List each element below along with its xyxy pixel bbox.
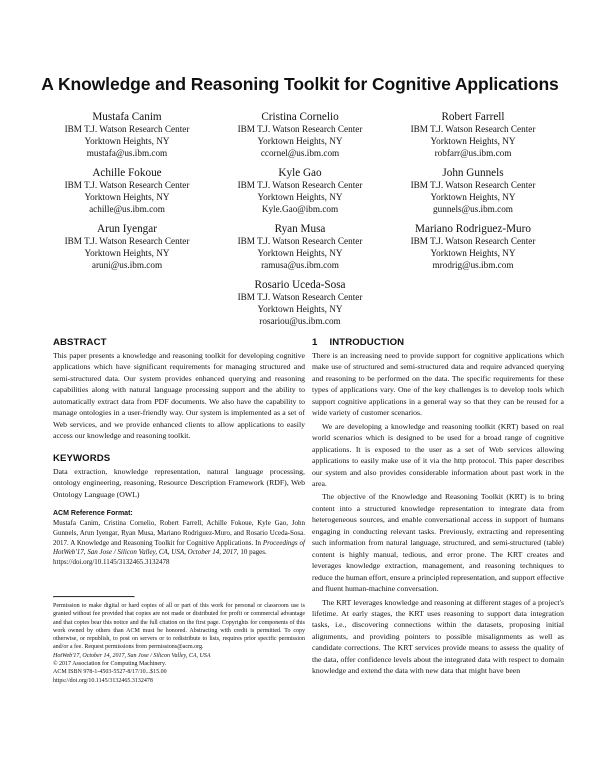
author-name: John Gunnels xyxy=(442,167,504,179)
footnote-block xyxy=(53,596,305,685)
author-email: ramusa@us.ibm.com xyxy=(261,259,339,270)
author-name: Achille Fokoue xyxy=(92,167,162,179)
author-location: Yorktown Heights, NY xyxy=(84,135,170,146)
author-location: Yorktown Heights, NY xyxy=(257,191,343,202)
author-email: rosariou@us.ibm.com xyxy=(259,315,341,326)
author-affiliation: IBM T.J. Watson Research Center xyxy=(410,180,536,190)
author-affiliation: IBM T.J. Watson Research Center xyxy=(410,236,536,246)
intro-paragraph: We are developing a knowledge and reasoning toolkit (KRT) based on real world scenarios which is designed to be used for a broad range of cognitive applications. It is exposed to the user as a set of Web services allowing applications to easily make use of it via the http protocol. This paper describes our system and also provides considerable information about past work in the area. xyxy=(312,421,564,488)
intro-paragraph: There is an increasing need to provide support for cognitive applications which make use of structured and semi-structured data and require advanced querying and reasoning to be performed on the data. The specific requirements for these types of applications vary. One of the key challenges is to develop tools which support cognitive applications in a general way so that they can be reused for a wide variety of customer scenarios. xyxy=(312,351,564,418)
author-block xyxy=(40,166,214,215)
author-location: Yorktown Heights, NY xyxy=(257,135,343,146)
author-email: mustafa@us.ibm.com xyxy=(86,147,168,158)
author-affiliation: IBM T.J. Watson Research Center xyxy=(410,124,536,134)
author-location: Yorktown Heights, NY xyxy=(430,135,516,146)
author-email: ccornel@us.ibm.com xyxy=(260,147,340,158)
paper-title: A Knowledge and Reasoning Toolkit for Cognitive Applications xyxy=(41,74,559,94)
author-email: mrodrig@us.ibm.com xyxy=(432,259,514,270)
author-block xyxy=(40,110,214,159)
author-affiliation: IBM T.J. Watson Research Center xyxy=(64,180,190,190)
author-block xyxy=(386,166,560,215)
author-location: Yorktown Heights, NY xyxy=(430,191,516,202)
author-affiliation: IBM T.J. Watson Research Center xyxy=(64,124,190,134)
author-block xyxy=(386,110,560,159)
author-location: Yorktown Heights, NY xyxy=(257,247,343,258)
author-name: Mariano Rodriguez-Muro xyxy=(415,223,531,235)
permission-notice: Permission to make digital or hard copies of all or part of this work for personal or classroom use is granted without fee provided that copies are not made or distributed for profit or commercial advantage and that copies bear this notice and the full citation on the first page. Copyrights for components of this work owned by others than ACM must be honored. Abstracting with credit is permitted. To copy otherwise, or republish, to post on servers or to redistribute to lists, requires prior specific permission and/or a fee. Request permissions from permissions@acm.org. xyxy=(53,602,305,651)
acm-reference-pages: 10 pages. xyxy=(238,548,267,557)
author-block xyxy=(40,222,214,271)
abstract-text: This paper presents a knowledge and reasoning toolkit for developing cognitive applications which have significant requirements for managing structured and semi-structured data. Our system provides enhanced querying and reasoning capabilities along with natural language processing support and the ability to automatically extract data from PDF documents. We also have the capability to manage ontologies in a user-friendly way. Our system is implemented as a set of Web services, and we provide enhanced clients to allow applications to easily access our knowledge and reasoning toolkit. xyxy=(53,351,305,441)
author-name: Robert Farrell xyxy=(441,111,505,123)
abstract-heading: ABSTRACT xyxy=(53,337,107,348)
author-block xyxy=(213,166,387,215)
intro-paragraph: The KRT leverages knowledge and reasoning at different stages of a project's lifetime. At early stages, the KRT uses reasoning to support data integration tasks, i.e., discovering connections within the datasets, proposing initial alignments, and providing pointers to possible misalignments as well as candidate corrections. The KRT services provide means to assess the quality of the data, offer confidence levels about the integrated data with respect to domain knowledge and extend the data with new data that might have been xyxy=(312,597,564,676)
author-location: Yorktown Heights, NY xyxy=(84,247,170,258)
acm-reference-heading: ACM Reference Format: xyxy=(53,509,133,517)
keywords-heading: KEYWORDS xyxy=(53,452,111,464)
author-location: Yorktown Heights, NY xyxy=(430,247,516,258)
section-number: 1 xyxy=(312,337,318,348)
author-affiliation: IBM T.J. Watson Research Center xyxy=(237,292,363,302)
author-email: Kyle.Gao@ibm.com xyxy=(261,203,339,214)
author-email: gunnels@us.ibm.com xyxy=(433,203,513,214)
author-email: achille@us.ibm.com xyxy=(89,203,165,214)
author-block xyxy=(213,278,387,327)
author-location: Yorktown Heights, NY xyxy=(84,191,170,202)
author-affiliation: IBM T.J. Watson Research Center xyxy=(237,236,363,246)
author-location: Yorktown Heights, NY xyxy=(257,303,343,314)
introduction-heading xyxy=(312,337,564,349)
author-block xyxy=(386,222,560,271)
footnote-venue xyxy=(53,652,305,660)
footnote-venue-text: HotWeb'17, October 14, 2017, San Jose / Silicon Valley, CA, USA xyxy=(53,652,211,659)
author-block xyxy=(213,110,387,159)
author-email: aruni@us.ibm.com xyxy=(91,259,163,270)
author-name: Ryan Musa xyxy=(274,223,326,235)
author-block xyxy=(213,222,387,271)
acm-reference xyxy=(53,509,305,568)
author-name: Kyle Gao xyxy=(278,167,322,179)
acm-reference-text xyxy=(53,519,305,568)
author-name: Rosario Uceda-Sosa xyxy=(254,279,346,291)
intro-paragraph: The objective of the Knowledge and Reasoning Toolkit (KRT) is to bring content into a structured knowledge representation to integrate data from heterogeneous sources, and enable conversational access in support of humans engaging in conducting relevant tasks. Previously, extracting and representing such information from natural language, structured, and semi-structured (table) content is highly manual, tedious, and error prone. The KRT creates and leverages knowledge extraction, management, and reasoning techniques to reduce the human effort, ensure a principled representation, and support effective and fluent human-machine conversation. xyxy=(312,492,564,594)
author-email: robfarr@us.ibm.com xyxy=(434,147,512,158)
author-name: Mustafa Canim xyxy=(92,111,162,123)
acm-reference-doi[interactable]: https://doi.org/10.1145/3132465.3132478 xyxy=(53,558,170,567)
acm-reference-citation: Mustafa Canim, Cristina Cornelio, Robert Farrell, Achille Fokoue, Kyle Gao, John Gunnels, Arun Iyengar, Ryan Musa, Mariano Rodriguez-Muro, and Rosario Uceda-Sosa. 2017. A Knowledge and Reasoning Toolkit for Cognitive Applications. In xyxy=(53,518,305,547)
author-affiliation: IBM T.J. Watson Research Center xyxy=(237,124,363,134)
keywords-text: Data extraction, knowledge representation, natural language processing, ontology engineering, reasoning, Resource Description Framework (RDF), Web Ontology Language (OWL) xyxy=(53,466,305,499)
author-name: Arun Iyengar xyxy=(97,223,157,235)
acm-reference-venue: Proceedings of HotWeb'17, San Jose / Silicon Valley, CA, USA, October 14, 2017, xyxy=(53,538,305,557)
author-affiliation: IBM T.J. Watson Research Center xyxy=(237,180,363,190)
footnote-isbn: ACM ISBN 978-1-4503-5527-8/17/10...$15.00 xyxy=(53,669,167,676)
author-affiliation: IBM T.J. Watson Research Center xyxy=(64,236,190,246)
footnote-copyright: © 2017 Association for Computing Machinery. xyxy=(53,661,167,668)
right-column xyxy=(312,337,564,677)
section-title: INTRODUCTION xyxy=(329,337,405,348)
footnote-doi[interactable]: https://doi.org/10.1145/3132465.3132478 xyxy=(53,677,153,684)
left-column xyxy=(53,337,305,685)
author-name: Cristina Cornelio xyxy=(261,111,339,123)
footnote-rule xyxy=(53,596,135,598)
